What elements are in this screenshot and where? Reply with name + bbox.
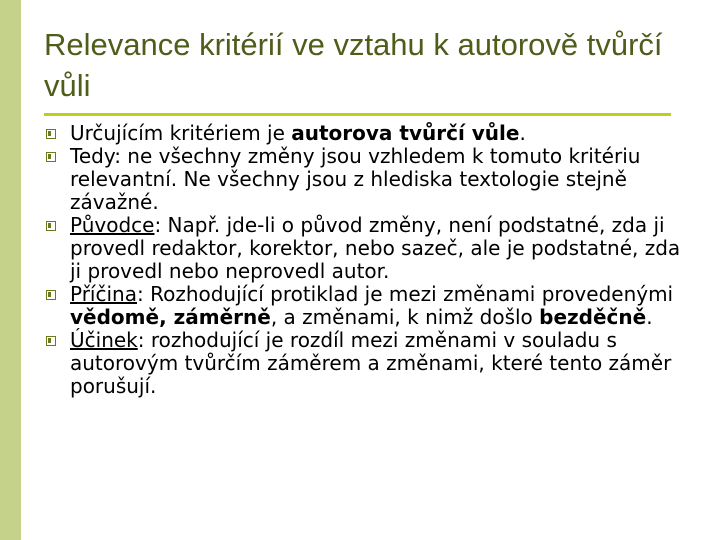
slide-title: Relevance kritérií ve vztahu k autorově tvůrčí vůli: [44, 27, 663, 103]
bullet-term: Příčina: [70, 282, 137, 306]
bullet-text: .: [519, 121, 526, 145]
bullet-item-criterion: [44, 122, 684, 145]
bullet-emphasis: vědomě, záměrně: [70, 305, 271, 329]
bullet-emphasis: bezděčně: [539, 305, 647, 329]
square-bullet-icon: [46, 290, 56, 300]
title-divider: [44, 113, 671, 116]
bullet-item-relevance: [44, 145, 684, 214]
bullet-text: Určujícím kritériem je: [70, 121, 292, 145]
bullet-item-originator: [44, 214, 684, 283]
square-bullet-icon: [46, 221, 56, 231]
square-bullet-icon: [46, 129, 56, 139]
bullet-term: Původce: [70, 213, 155, 237]
bullet-text: : Rozhodující protiklad je mezi změnami provedenými: [136, 282, 674, 306]
bullet-text: .: [646, 305, 653, 329]
bullet-text: Tedy: ne všechny změny jsou vzhledem k tomuto kritériu relevantní. Ne všechny jsou z hlediska textologie stejně závažné.: [70, 144, 641, 214]
square-bullet-icon: [46, 152, 56, 162]
bullet-list: [44, 122, 684, 398]
bullet-emphasis: autorova tvůrčí vůle: [291, 121, 520, 145]
square-bullet-icon: [46, 336, 56, 346]
bullet-text: : Např. jde-li o původ změny, není podstatné, zda ji provedl redaktor, korektor, nebo sazeč, ale je podstatné, zda ji provedl nebo neprovedl autor.: [70, 213, 681, 283]
bullet-item-cause: [44, 283, 684, 329]
bullet-text: , a změnami, k nimž došlo: [270, 305, 540, 329]
left-accent-bar: [0, 0, 21, 540]
bullet-term: Účinek: [70, 328, 138, 352]
bullet-text: : rozhodující je rozdíl mezi změnami v souladu s autorovým tvůrčím záměrem a změnami, které tento záměr porušují.: [70, 328, 672, 398]
bullet-item-effect: [44, 329, 684, 398]
